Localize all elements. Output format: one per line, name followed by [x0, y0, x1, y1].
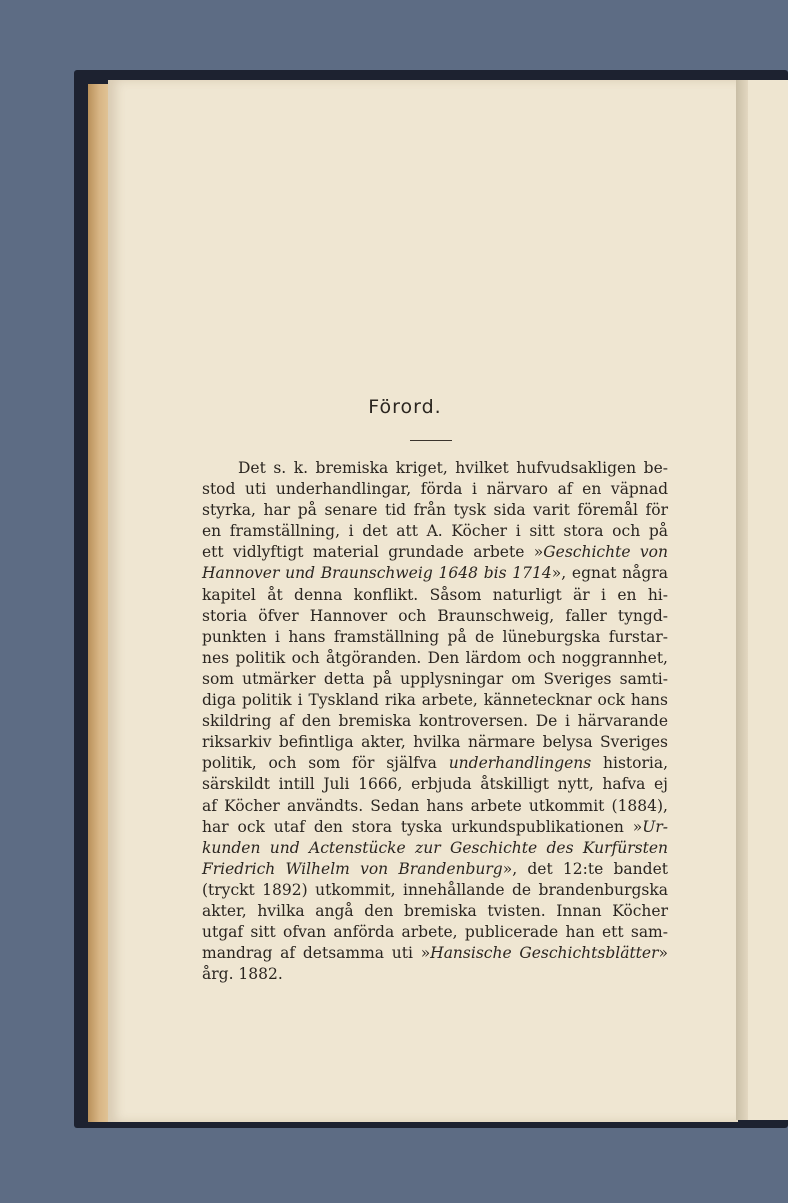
text-run: politik, och som för själfva [202, 754, 449, 773]
text-run: akter, hvilka angå den bremiska tvisten. Innan Köcher [202, 901, 668, 920]
text-line [202, 711, 668, 732]
text-line [202, 542, 668, 563]
text-run: (tryckt 1892) utkommit, innehållande de brandenburgska [202, 880, 668, 899]
preface-text [202, 458, 668, 985]
text-line [202, 648, 668, 669]
text-run: », det 12:te bandet [502, 859, 668, 878]
text-line [202, 458, 668, 479]
text-line [202, 690, 668, 711]
text-line [202, 880, 668, 901]
text-run: ett vidlyftigt material grundade arbete » [202, 543, 544, 562]
italic-run: Hannover und Braunschweig 1648 bis 1714 [202, 564, 552, 583]
text-line [202, 774, 668, 795]
text-run: kapitel åt denna konflikt. Såsom naturligt är i en hi- [202, 585, 668, 604]
text-run: styrka, har på senare tid från tysk sida varit föremål för [202, 501, 668, 520]
text-line [202, 859, 668, 880]
text-line [202, 753, 668, 774]
text-line [202, 922, 668, 943]
italic-run: Geschichte von [543, 543, 668, 562]
italic-run: Hansische Geschichtsblätter [430, 944, 659, 963]
italic-run: Ur- [642, 817, 668, 836]
text-run: riksarkiv befintliga akter, hvilka närmare belysa Sveriges [202, 733, 668, 752]
text-run: som utmärker detta på upplysningar om Sveriges samti- [202, 669, 668, 688]
text-line [202, 606, 668, 627]
italic-run: kunden und Actenstücke zur Geschichte des Kurfürsten [202, 838, 668, 857]
text-run: har ock utaf den stora tyska urkundspublikationen » [202, 817, 643, 836]
text-run: mandrag af detsamma uti » [202, 944, 431, 963]
text-run: historia, [591, 754, 668, 773]
text-run: punkten i hans framställning på de lüneburgska furstar- [202, 627, 668, 646]
facing-page-edge [748, 80, 788, 1120]
text-run: af Köcher användts. Sedan hans arbete utkommit (1884), [202, 796, 668, 815]
text-line [202, 500, 668, 521]
text-line [202, 901, 668, 922]
text-run: » [658, 944, 668, 963]
text-line [202, 521, 668, 542]
text-run: årg. 1882. [202, 965, 283, 984]
text-line [202, 627, 668, 648]
text-run: en framställning, i det att A. Köcher i sitt stora och på [202, 522, 668, 541]
text-line [202, 479, 668, 500]
title-divider [410, 440, 452, 441]
text-line [202, 732, 668, 753]
italic-run: underhandlingens [448, 754, 592, 773]
text-run: nes politik och åtgöranden. Den lärdom och noggrannhet, [202, 648, 668, 667]
italic-run: Friedrich Wilhelm von Brandenburg [202, 859, 503, 878]
text-line [202, 964, 668, 985]
text-run: storia öfver Hannover och Braunschweig, faller tyngd- [202, 606, 668, 625]
page-title: Förord. [368, 396, 442, 418]
text-line [202, 838, 668, 859]
text-line [202, 817, 668, 838]
text-run: särskildt intill Juli 1666, erbjuda åtskilligt nytt, hafva ej [202, 775, 668, 794]
text-line [202, 669, 668, 690]
text-run: diga politik i Tyskland rika arbete, kännetecknar ock hans [202, 691, 668, 710]
text-line [202, 943, 668, 964]
text-line [202, 563, 668, 584]
text-line [202, 796, 668, 817]
text-line [202, 585, 668, 606]
text-run: skildring af den bremiska kontroversen. De i härvarande [202, 712, 668, 731]
text-run: », egnat några [551, 564, 668, 583]
text-run: stod uti underhandlingar, förda i närvaro af en väpnad [202, 480, 668, 499]
text-run: Det s. k. bremiska kriget, hvilket hufvudsakligen be- [238, 459, 668, 477]
text-run: utgaf sitt ofvan anförda arbete, publicerade han ett sam- [202, 923, 668, 942]
